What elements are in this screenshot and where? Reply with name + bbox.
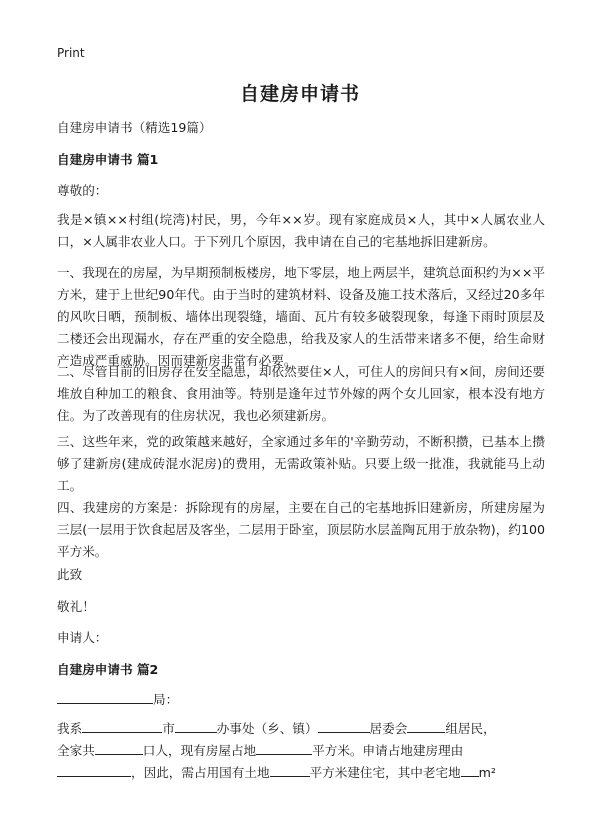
section1-salutation: 尊敬的： <box>57 183 108 198</box>
office-blank <box>175 718 217 733</box>
section1-closing-2: 敬礼！ <box>57 599 95 614</box>
state-land-blank <box>270 762 310 777</box>
household-size-blank <box>95 740 143 755</box>
section2-form-line-3 <box>57 762 545 784</box>
section1-applicant: 申请人： <box>57 630 108 645</box>
section1-paragraph-2: 一、我现在的房屋，为早期预制板楼房，地下零层，地上两层半，建筑总面积约为××平方米，建于上世纪90年代。由于当时的建筑材料、设备及施工技术落后，又经过20多年的风吹日晒，预制板、墙体出现裂缝，墙面、瓦片有较多破裂现象，每逢下雨时顶层及二楼还会出现漏水，存在严重的安全隐患，给我及家人的生活带来诸多不便，给生命财产造成严重威胁。因而建新房非常有必要。 <box>57 265 545 368</box>
section1-paragraph-5: 四、我建房的方案是：拆除现有的房屋，主要在自己的宅基地拆旧建新房，所建房屋为三层(一层用于饮食起居及客坐，二层用于卧室，顶层防水层盖陶瓦用于放杂物)，约100平方米。 <box>57 500 545 559</box>
form-text: 平方米建住宅，其中老宅地 <box>309 765 461 780</box>
section2-form-line-2 <box>57 740 545 762</box>
group-blank <box>407 718 445 733</box>
city-blank <box>82 718 162 733</box>
reason-blank <box>57 762 131 777</box>
form-text: 平方米。申请占地建房理由 <box>312 743 464 758</box>
form-text: 口人，现有房屋占地 <box>142 743 257 758</box>
section1-paragraph-1: 我是×镇××村组(垸湾)村民，男，今年××岁。现有家庭成员×人，其中×人属农业人口，×人属非农业人口。于下列几个原因，我申请在自己的宅基地拆旧建新房。 <box>57 212 545 249</box>
form-text: 市 <box>162 721 175 736</box>
form-text: 办事处（乡、镇） <box>216 721 318 736</box>
form-text: m² <box>478 765 496 780</box>
section1-paragraph-4: 三、这些年来，党的政策越来越好，全家通过多年的'辛勤劳动，不断积攒，已基本上攒够了建新房(建成砖混水泥房)的费用，无需政策补贴。只要上级一批准，我就能马上动工。 <box>57 434 545 493</box>
section2-heading: 自建房申请书 篇2 <box>57 662 159 677</box>
section1-paragraph-3: 二、尽管目前的旧房存在安全隐患，却依然要住×人，可住人的房间只有×间，房间还要堆放自种加工的粮食、食用油等。特别是逢年过节外嫁的两个女儿回家，根本没有地方住。为了改善现有的住房状况，我也必须建新房。 <box>57 364 545 423</box>
form-text: ，因此，需占用国有土地 <box>131 765 270 780</box>
form-text: 全家共 <box>57 743 95 758</box>
form-text: 居委会 <box>369 721 408 736</box>
bureau-suffix: 局： <box>153 692 179 707</box>
section2-form-line-1 <box>57 718 545 740</box>
committee-blank <box>318 718 370 733</box>
current-area-blank <box>256 740 312 755</box>
section2-bureau-line <box>57 689 545 711</box>
old-homestead-blank <box>461 762 479 777</box>
document-title: 自建房申请书 <box>239 83 360 105</box>
form-text: 我系 <box>57 721 83 736</box>
section1-closing-1: 此致 <box>57 567 83 582</box>
form-text: 组居民， <box>445 721 496 736</box>
section1-heading: 自建房申请书 篇1 <box>57 152 159 167</box>
document-subtitle: 自建房申请书（精选19篇） <box>57 120 212 135</box>
bureau-name-blank <box>57 689 153 704</box>
print-link[interactable]: Print <box>57 46 85 60</box>
